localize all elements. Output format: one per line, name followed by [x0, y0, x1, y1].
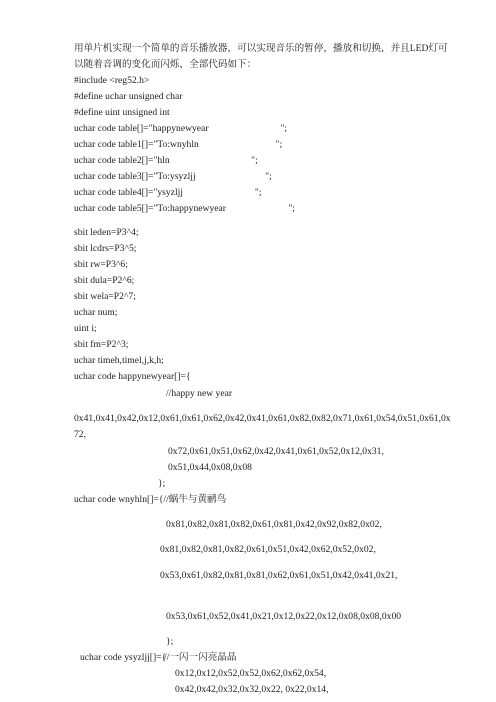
sbit-dula-line: sbit dula=P2^6; [74, 275, 135, 286]
ysyzljj-data-line-2: 0x42,0x42,0x32,0x32,0x22, 0x22,0x14, [175, 684, 329, 695]
happynewyear-decl-line: uchar code happynewyear[]={ [74, 371, 191, 382]
ysyzljj-decl-line: uchar code ysyzljj[]={ [80, 652, 167, 663]
happynewyear-data-line-1b: 72, [74, 429, 86, 440]
ysyzljj-data-line-1: 0x12,0x12,0x52,0x52,0x62,0x62,0x54, [175, 668, 327, 679]
wnyhln-decl-line: uchar code wnyhln[]={//蜗牛与黄鹂鸟 [74, 494, 227, 505]
define-uchar-line: #define uchar unsigned char [74, 91, 183, 102]
wnyhln-data-line-2: 0x81,0x82,0x81,0x82,0x61,0x51,0x42,0x62,0x52,0x02, [160, 544, 376, 555]
ysyzljj-comment: //一闪一闪亮晶晶 [164, 652, 237, 663]
table3-line: uchar code table3[]="To:ysyzljj "; [74, 171, 272, 182]
happynewyear-close: }; [158, 478, 166, 489]
table-line: uchar code table[]="happynewyear "; [74, 123, 288, 134]
intro-line-2: 以随着音调的变化而闪烁，全部代码如下： [74, 59, 257, 70]
wnyhln-data-line-1: 0x81,0x82,0x81,0x82,0x61,0x81,0x42,0x92,0x82,0x02, [166, 519, 382, 530]
sbit-wela-line: sbit wela=P2^7; [74, 291, 136, 302]
table5-line: uchar code table5[]="To:happynewyear "; [74, 203, 295, 214]
happynewyear-data-line-1: 0x41,0x41,0x42,0x12,0x61,0x61,0x62,0x42,0x41,0x61,0x82,0x82,0x71,0x61,0x54,0x51,0x61,0x [74, 413, 451, 424]
sbit-lcdrs-line: sbit lcdrs=P3^5; [74, 243, 137, 254]
happynewyear-comment: //happy new year [166, 388, 233, 399]
wnyhln-data-line-3: 0x53,0x61,0x82,0x81,0x81,0x62,0x61,0x51,0x42,0x41,0x21, [160, 570, 398, 581]
wnyhln-data-line-4: 0x53,0x61,0x52,0x41,0x21,0x12,0x22,0x12,0x08,0x08,0x00 [166, 611, 402, 622]
uint-i-line: uint i; [74, 323, 97, 334]
define-uint-line: #define uint unsigned int [74, 107, 170, 118]
include-line: #include <reg52.h> [74, 75, 150, 86]
intro-line-1: 用单片机实现一个简单的音乐播放器，可以实现音乐的暂停，播放和切换，并且LED灯可 [74, 43, 448, 54]
uchar-timeh-line: uchar timeh,timel,j,k,h; [74, 355, 164, 366]
sbit-fm-line: sbit fm=P2^3; [74, 339, 129, 350]
happynewyear-data-line-3: 0x51,0x44,0x08,0x08 [168, 462, 252, 473]
uchar-num-line: uchar num; [74, 307, 118, 318]
table4-line: uchar code table4[]="ysyzljj "; [74, 187, 262, 198]
happynewyear-data-line-2: 0x72,0x61,0x51,0x62,0x42,0x41,0x61,0x52,0x12,0x31, [168, 446, 384, 457]
wnyhln-close: }; [166, 636, 174, 647]
sbit-leden-line: sbit leden=P3^4; [74, 227, 139, 238]
table2-line: uchar code table2[]="hln "; [74, 155, 258, 166]
table1-line: uchar code table1[]="To:wnyhln "; [74, 139, 283, 150]
sbit-rw-line: sbit rw=P3^6; [74, 259, 128, 270]
